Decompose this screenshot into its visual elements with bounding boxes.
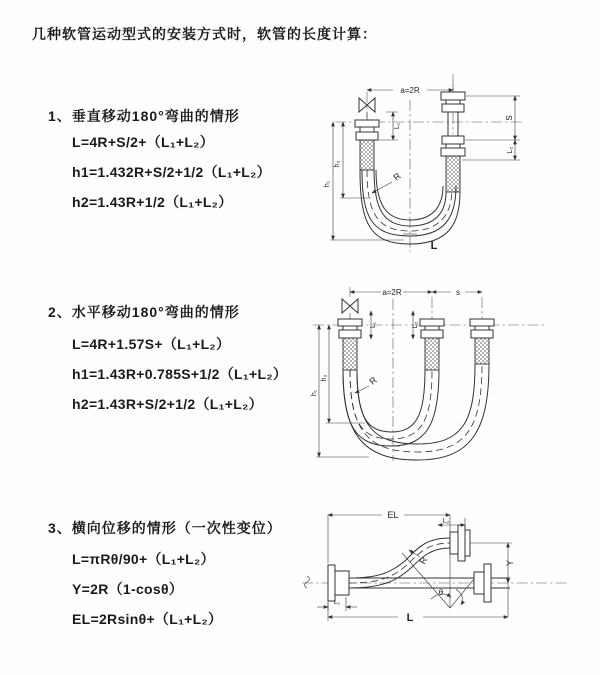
- dim-l2: [462, 140, 520, 160]
- dim-label-h2: h₂: [321, 374, 328, 382]
- radius-label: R: [417, 555, 430, 566]
- radius-label: R: [367, 374, 379, 387]
- hose-u-curves: [343, 364, 489, 460]
- braided-hose-section: [446, 156, 460, 192]
- dim-label-l1: L₁: [333, 599, 341, 606]
- dim-label-shift: s: [456, 288, 460, 297]
- moving-end-fitting-position-1: [420, 319, 444, 370]
- formula-2-h1: h1=1.43R+0.785S+1/2（L₁+L₂）: [72, 366, 288, 382]
- diagram-lateral-displacement: [298, 505, 600, 645]
- displaced-hose-curve: [349, 538, 450, 588]
- dim-s: [465, 96, 520, 140]
- dim-label-h2: h₂: [334, 160, 341, 168]
- dim-label-l2: L₂: [412, 321, 419, 329]
- dim-l1: [370, 311, 377, 339]
- diagram-horizontal-180-bend: [305, 283, 600, 468]
- radius-leader: [409, 550, 430, 566]
- dim-a2r: [350, 288, 432, 297]
- section-1-heading: 1、垂直移动180°弯曲的情形: [48, 108, 240, 124]
- dim-label-l2: L₂: [442, 518, 450, 525]
- radius-leader: [355, 374, 379, 393]
- formula-3-EL: EL=2Rsinθ+（L₁+L₂）: [72, 611, 223, 627]
- dim-label-l1: L₁: [370, 321, 377, 329]
- dim-label-el: EL: [387, 510, 399, 520]
- formula-1-L: L=4R+S/2+（L₁+L₂）: [72, 134, 215, 150]
- left-flange: [328, 565, 349, 601]
- dim-a2r: [367, 84, 453, 96]
- dim-label-a2r: a=2R: [400, 86, 420, 95]
- length-label: L: [430, 240, 438, 252]
- braided-hose-section: [475, 338, 489, 364]
- dim-l: [328, 603, 508, 624]
- section-2-heading: 2、水平移动180°弯曲的情形: [48, 304, 240, 320]
- moving-end-fitting-position-2: [470, 319, 494, 364]
- dim-label-s: S: [505, 115, 514, 121]
- pipe-break-mark: [305, 576, 310, 588]
- dim-label-a2r: a=2R: [382, 288, 402, 297]
- dim-l1: [379, 112, 401, 140]
- formula-2-h2: h2=1.43R+S/2+1/2（L₁+L₂）: [72, 396, 263, 412]
- dim-label-l2: L₂: [507, 146, 514, 154]
- formula-1-h2: h2=1.43R+1/2（L₁+L₂）: [72, 194, 233, 210]
- braided-hose-section: [343, 338, 357, 370]
- dim-label-y: Y: [505, 559, 515, 567]
- dim-label-h1: h₁: [324, 180, 331, 188]
- braided-hose-section: [360, 140, 374, 170]
- dim-label-h1: h₁: [311, 389, 318, 397]
- dim-shift-s: [432, 288, 482, 297]
- left-end-fitting: [338, 319, 362, 370]
- section-3-heading: 3、横向位移的情形（一次性变位）: [48, 520, 282, 536]
- centerlines: [313, 287, 547, 461]
- dim-l1: [317, 597, 357, 611]
- formula-3-Y: Y=2R（1-cosθ）: [72, 581, 184, 597]
- theta-label: θ: [438, 588, 444, 597]
- valve-icon: [342, 299, 358, 319]
- dim-l2: [412, 311, 419, 339]
- upper-flange: [450, 525, 470, 561]
- braided-hose-section: [425, 338, 439, 370]
- page-title: 几种软管运动型式的安装方式时，软管的长度计算：: [32, 26, 377, 42]
- formula-2-L: L=4R+1.57S+（L₁+L₂）: [72, 336, 231, 352]
- left-end-fitting: [355, 120, 379, 170]
- right-end-fitting-positions: [441, 92, 465, 192]
- diagram-vertical-180-bend: [310, 72, 600, 257]
- formula-1-h1: h1=1.432R+S/2+1/2（L₁+L₂）: [72, 164, 271, 180]
- formula-3-L: L=πRθ/90+（L₁+L₂）: [72, 551, 215, 567]
- length-label: L: [406, 612, 414, 624]
- dim-label-l1: L₁: [394, 122, 401, 130]
- radius-label: R: [391, 170, 403, 183]
